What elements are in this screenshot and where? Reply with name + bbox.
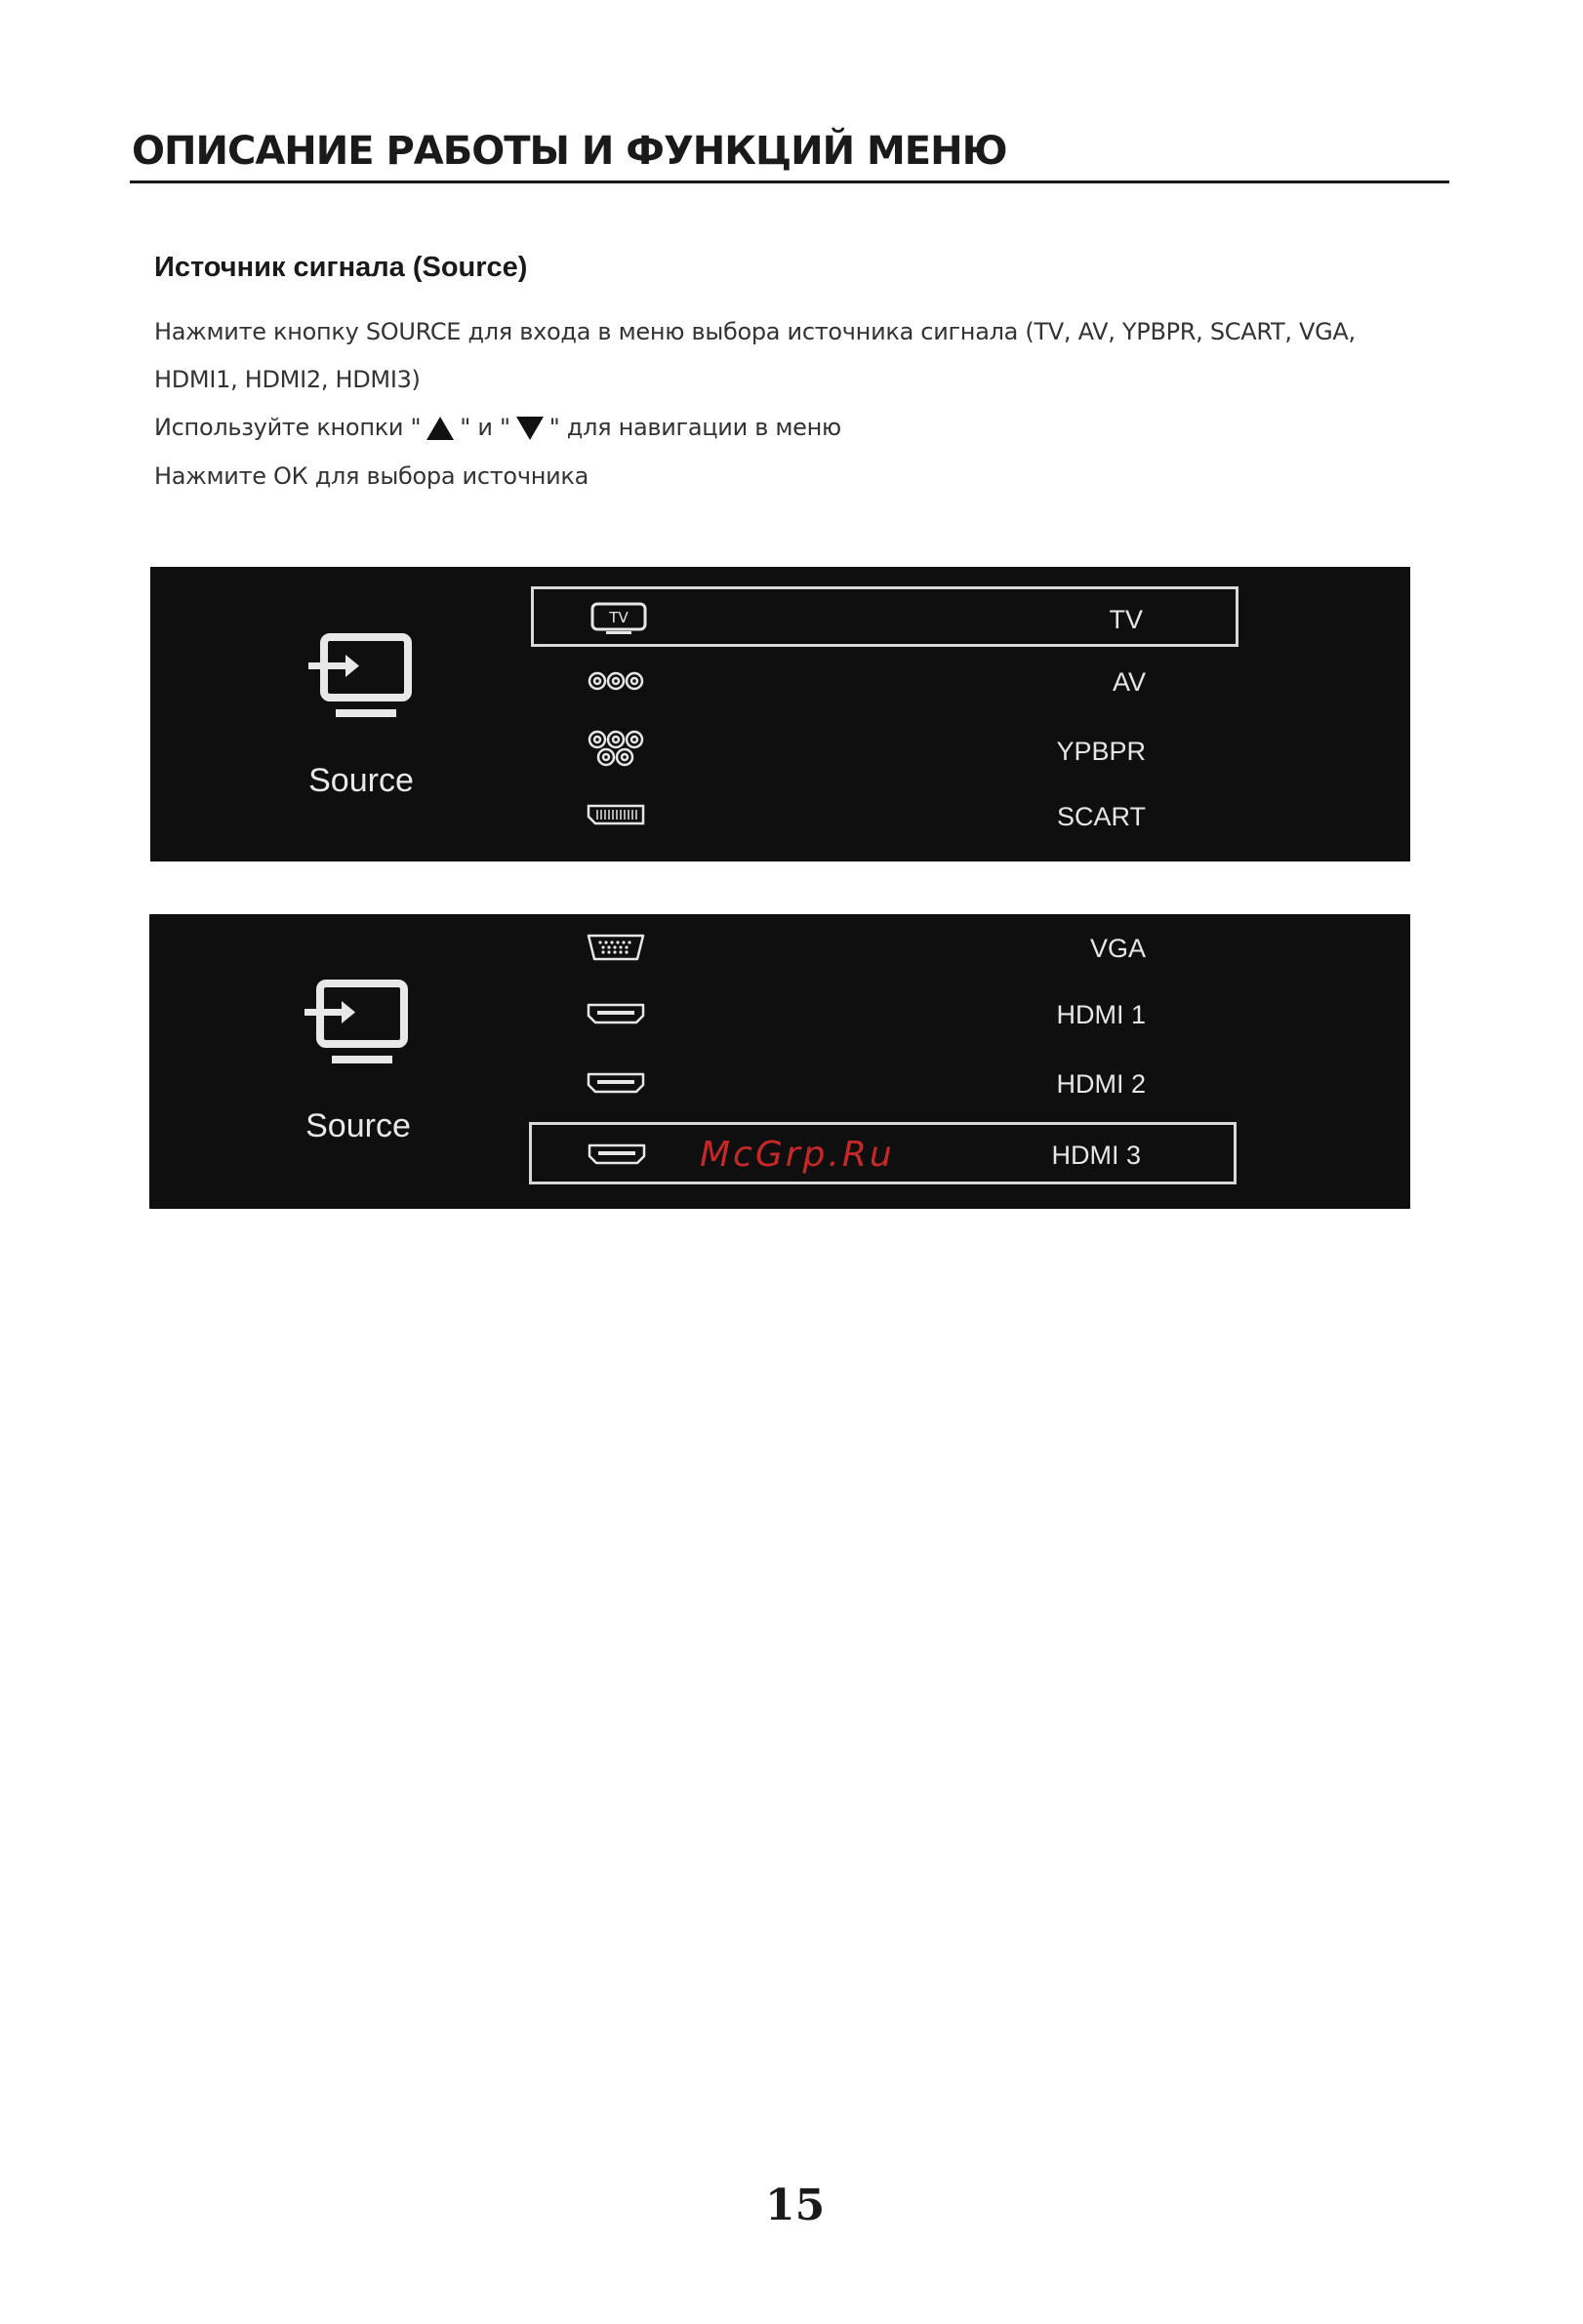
source-item-label: TV [1109,605,1143,634]
vga-connector-icon [586,930,646,965]
source-item-hdmi-3[interactable] [529,1122,1237,1184]
source-item-hdmi-2[interactable] [531,1054,1238,1114]
down-arrow-icon [516,417,544,440]
ypbpr-connector-icon [586,729,646,768]
source-item-label: HDMI 1 [1056,1000,1146,1029]
hdmi-connector-icon [587,1137,647,1172]
tv-icon [589,601,649,636]
up-arrow-icon [426,417,454,440]
section-subtitle: Источник сигнала (Source) [154,252,528,283]
scart-connector-icon [586,798,646,833]
source-item-scart[interactable] [531,786,1238,847]
source-menu-panel-2 [149,914,1410,1209]
source-item-ypbpr[interactable] [531,721,1238,781]
tv-icon-text: TV [609,609,629,626]
source-label: Source [308,762,414,799]
source-item-label: VGA [1089,934,1146,963]
source-input-icon [306,633,416,723]
paragraph-line-4: Нажмите ОК для выбора источника [154,462,589,490]
source-item-label: HDMI 2 [1056,1069,1146,1099]
source-item-label: SCART [1056,802,1146,831]
source-item-vga[interactable] [531,918,1238,979]
page-heading [130,125,1449,183]
source-item-label: YPBPR [1056,737,1146,766]
source-item-av[interactable] [531,652,1238,712]
page-title: ОПИСАНИЕ РАБОТЫ И ФУНКЦИЙ МЕНЮ [132,129,1007,174]
source-item-label: HDMI 3 [1051,1141,1141,1170]
paragraph-line-3-part-a: Используйте кнопки " [154,414,422,441]
paragraph-line-2: HDMI1, HDMI2, HDMI3) [154,366,421,393]
page-number: 15 [765,2181,826,2230]
source-menu-panel-1 [150,567,1410,861]
hdmi-connector-icon [586,1065,646,1101]
source-item-hdmi-1[interactable] [531,984,1238,1045]
hdmi-connector-icon [586,996,646,1031]
source-item-tv[interactable] [531,586,1238,647]
av-connector-icon [586,663,646,699]
paragraph-line-3-part-b: " и " [460,414,510,441]
paragraph-line-1: Нажмите кнопку SOURCE для входа в меню выбора источника сигнала (TV, AV, YPBPR, SCART, VGA, [154,318,1356,345]
source-item-label: AV [1112,667,1146,697]
paragraph-line-3-part-c: " для навигации в меню [548,414,841,441]
watermark-text: McGrp.Ru [700,1135,895,1175]
source-label: Source [305,1107,411,1144]
paragraph-line-3 [154,414,841,441]
source-input-icon [303,980,412,1069]
